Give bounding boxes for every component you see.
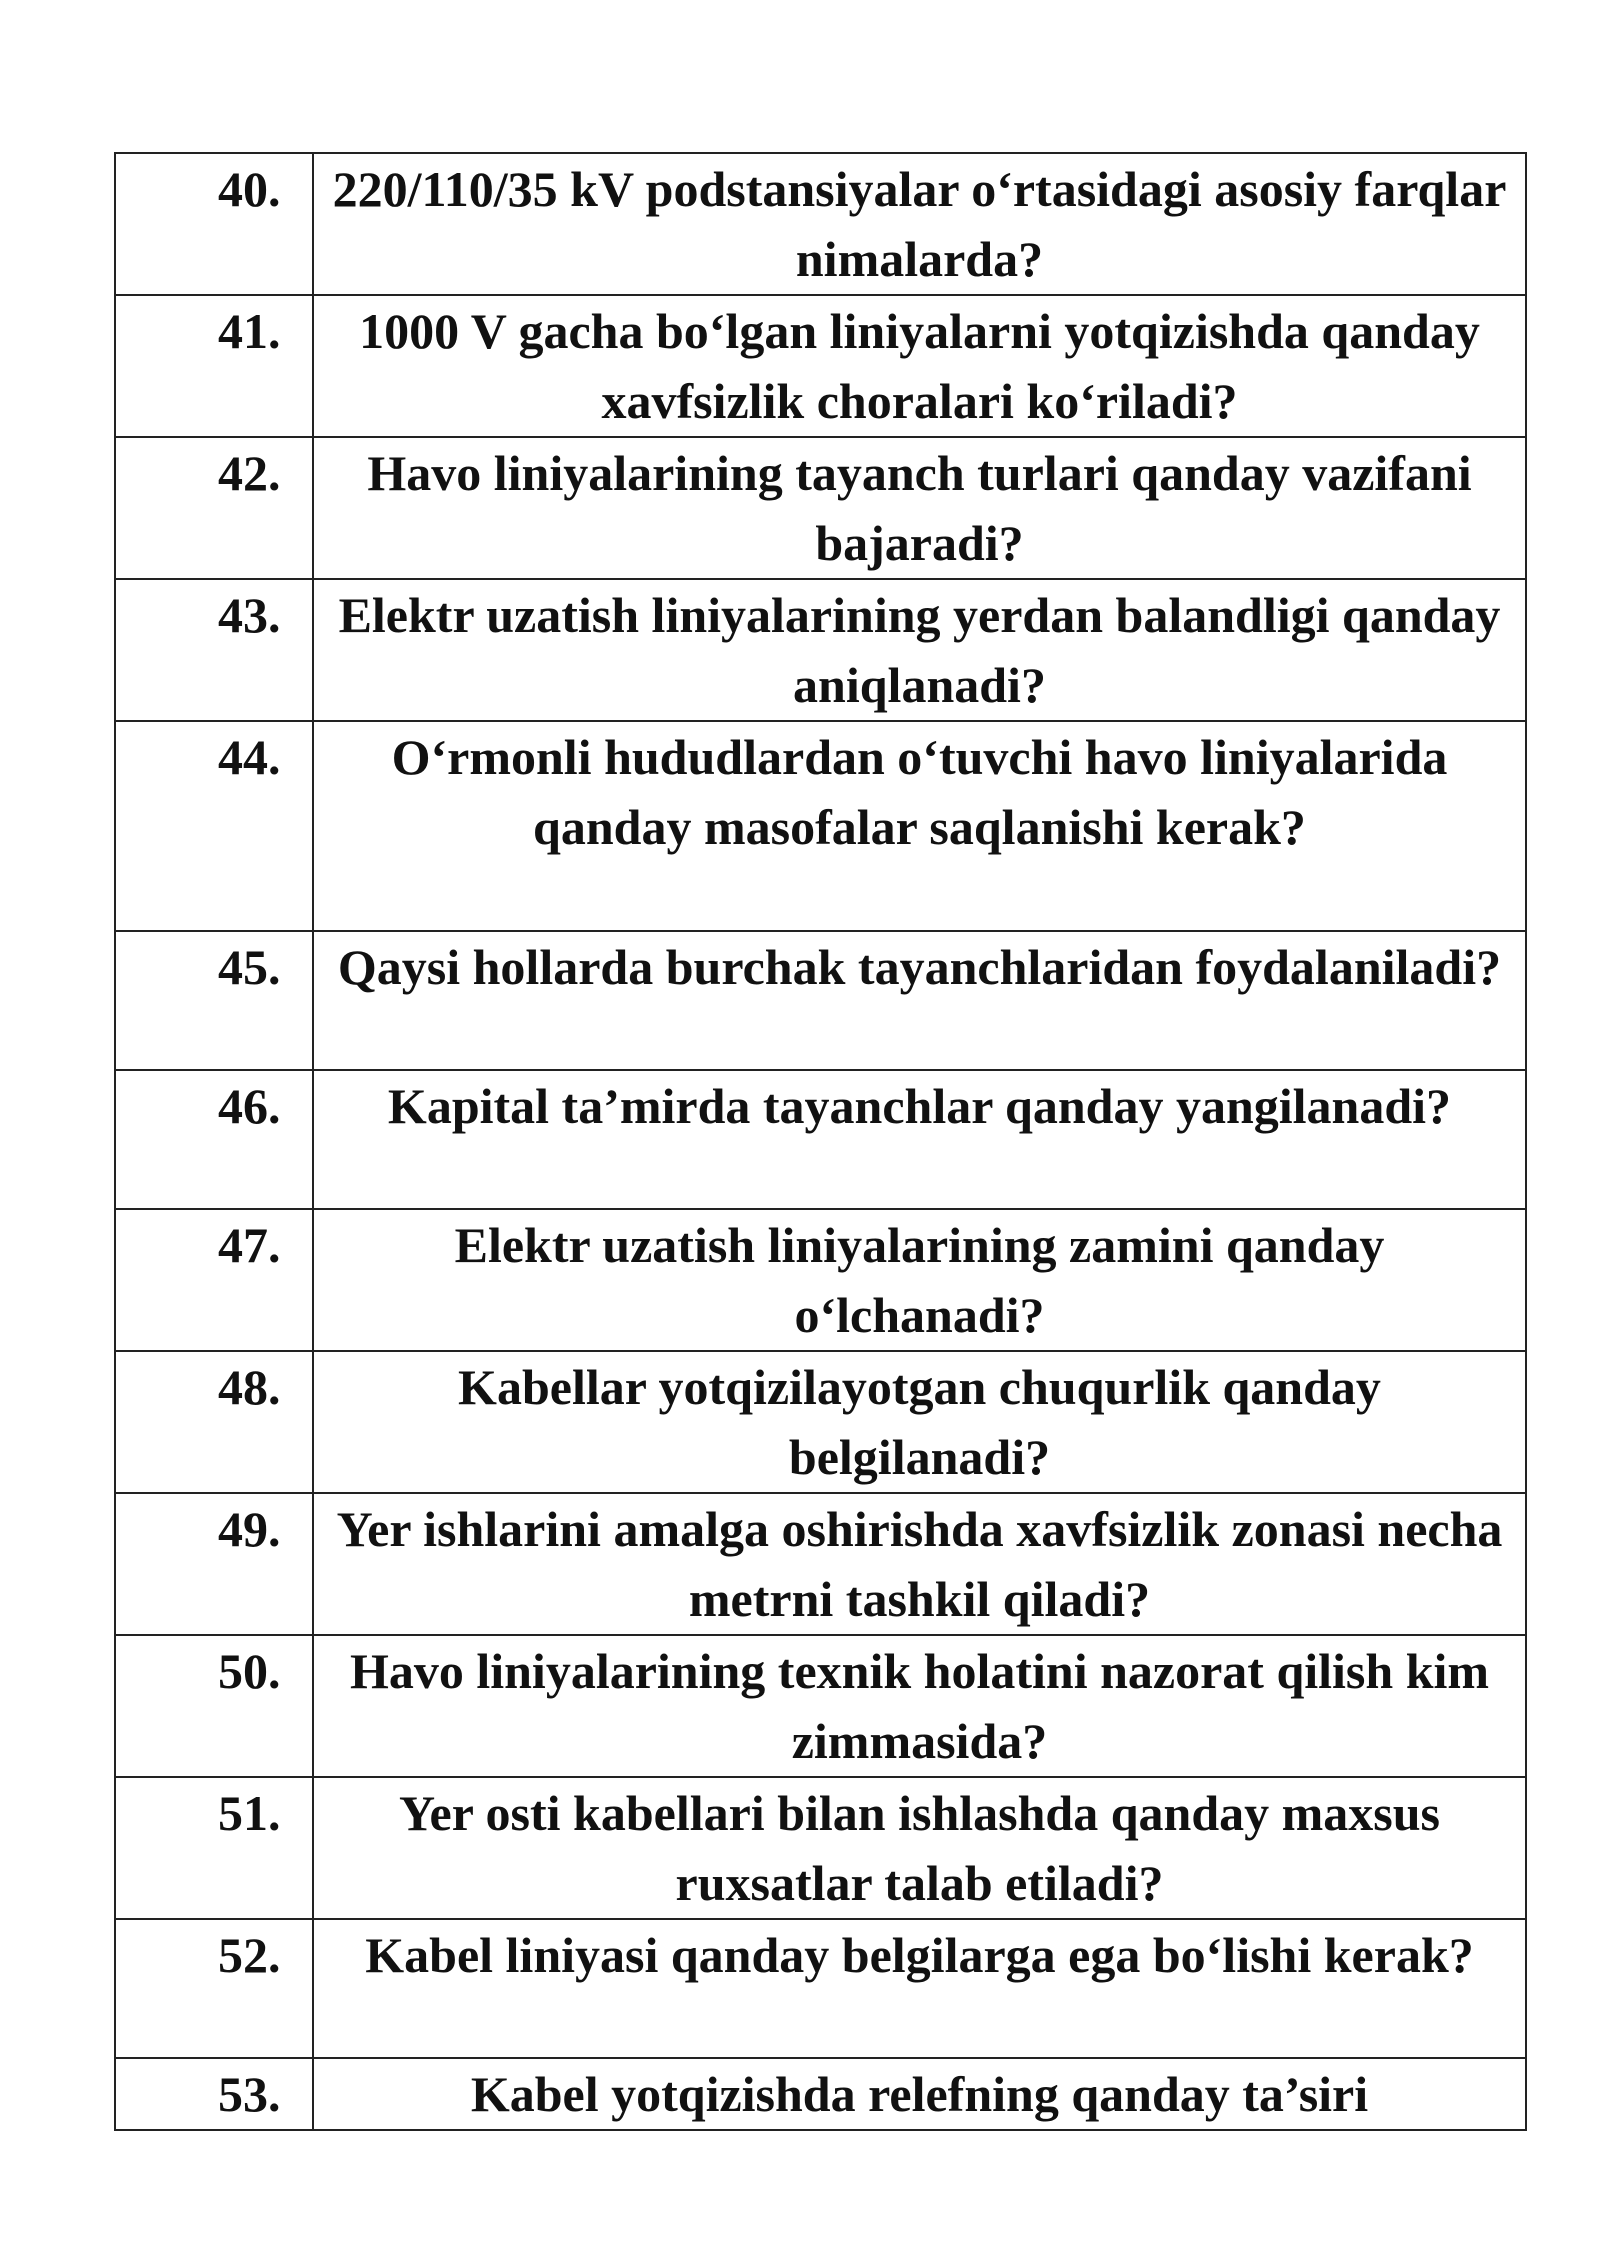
- question-text: Kabel yotqizishda relefning qanday ta’siri: [313, 2058, 1526, 2130]
- table-row: [115, 1070, 1526, 1209]
- questions-table: [114, 152, 1527, 2131]
- question-number: 53.: [115, 2058, 313, 2130]
- table-row: [115, 1493, 1526, 1635]
- question-number: 43.: [115, 579, 313, 721]
- question-text: Kabel liniyasi qanday belgilarga ega bo‘lishi kerak?: [313, 1919, 1526, 2058]
- question-number: 41.: [115, 295, 313, 437]
- table-row: [115, 1351, 1526, 1493]
- table-row: [115, 295, 1526, 437]
- question-number: 52.: [115, 1919, 313, 2058]
- table-row: [115, 437, 1526, 579]
- question-number: 51.: [115, 1777, 313, 1919]
- question-number: 42.: [115, 437, 313, 579]
- question-text: Elektr uzatish liniyalarining zamini qanday o‘lchanadi?: [313, 1209, 1526, 1351]
- question-number: 47.: [115, 1209, 313, 1351]
- question-text: Qaysi hollarda burchak tayanchlaridan foydalaniladi?: [313, 931, 1526, 1070]
- question-text: 1000 V gacha bo‘lgan liniyalarni yotqizishda qanday xavfsizlik choralari ko‘riladi?: [313, 295, 1526, 437]
- table-row: [115, 1209, 1526, 1351]
- question-text: Kapital ta’mirda tayanchlar qanday yangilanadi?: [313, 1070, 1526, 1209]
- question-number: 44.: [115, 721, 313, 931]
- question-number: 40.: [115, 153, 313, 295]
- question-text: Elektr uzatish liniyalarining yerdan balandligi qanday aniqlanadi?: [313, 579, 1526, 721]
- question-text: 220/110/35 kV podstansiyalar o‘rtasidagi asosiy farqlar nimalarda?: [313, 153, 1526, 295]
- question-number: 45.: [115, 931, 313, 1070]
- question-text: O‘rmonli hududlardan o‘tuvchi havo liniyalarida qanday masofalar saqlanishi kerak?: [313, 721, 1526, 931]
- question-text: Yer ishlarini amalga oshirishda xavfsizlik zonasi necha metrni tashkil qiladi?: [313, 1493, 1526, 1635]
- question-text: Kabellar yotqizilayotgan chuqurlik qanday belgilanadi?: [313, 1351, 1526, 1493]
- question-text: Yer osti kabellari bilan ishlashda qanday maxsus ruxsatlar talab etiladi?: [313, 1777, 1526, 1919]
- question-text: Havo liniyalarining texnik holatini nazorat qilish kim zimmasida?: [313, 1635, 1526, 1777]
- table-row: [115, 1777, 1526, 1919]
- question-number: 50.: [115, 1635, 313, 1777]
- table-row: [115, 579, 1526, 721]
- table-row: [115, 721, 1526, 931]
- table-row: [115, 2058, 1526, 2130]
- table-row: [115, 1635, 1526, 1777]
- question-number: 48.: [115, 1351, 313, 1493]
- table-row: [115, 931, 1526, 1070]
- question-number: 49.: [115, 1493, 313, 1635]
- question-text: Havo liniyalarining tayanch turlari qanday vazifani bajaradi?: [313, 437, 1526, 579]
- table-row: [115, 1919, 1526, 2058]
- question-number: 46.: [115, 1070, 313, 1209]
- table-row: [115, 153, 1526, 295]
